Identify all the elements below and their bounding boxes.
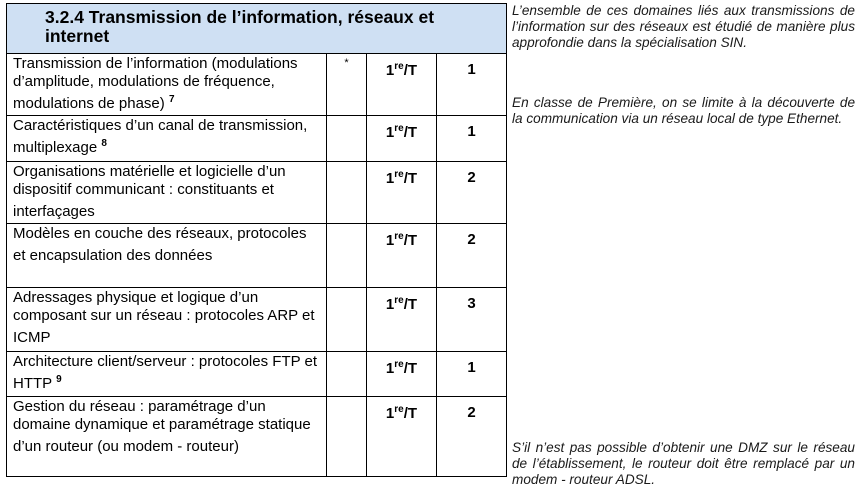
level-number: 1 (385, 360, 395, 377)
topic-cell (7, 54, 327, 116)
table-row (7, 54, 507, 116)
footnote-ref: 8 (101, 138, 107, 149)
level-suffix: /T (403, 170, 418, 187)
topic-cell (7, 397, 327, 477)
star-cell (327, 288, 367, 352)
topic-label: Architecture client/serveur : protocoles FTP et HTTP (13, 353, 318, 392)
value-cell (437, 224, 507, 288)
level-suffix: /T (403, 360, 418, 377)
taxonomy-value: 2 (467, 404, 476, 421)
section-header-cell (7, 4, 507, 54)
taxonomy-value: 2 (467, 169, 476, 186)
level-cell (367, 288, 437, 352)
star-marker (327, 352, 366, 355)
level-suffix: /T (403, 124, 418, 141)
star-cell (327, 352, 367, 397)
taxonomy-value: 2 (467, 231, 476, 248)
side-note-specialisation: L’ensemble de ces domaines liés aux transmissions de l’information sur des réseaux est étudié de manière plus approfondie dans la spécialisation SIN. (512, 3, 855, 50)
topic-cell (7, 116, 327, 162)
level-number: 1 (385, 405, 395, 422)
level-number: 1 (385, 296, 395, 313)
taxonomy-value: 1 (467, 123, 476, 140)
level-sup: re (394, 359, 404, 370)
star-cell (327, 162, 367, 224)
star-marker (327, 162, 366, 165)
level-number: 1 (385, 232, 395, 249)
level-cell (367, 162, 437, 224)
value-cell (437, 116, 507, 162)
topic-cell (7, 288, 327, 352)
topic-label: Organisations matérielle et logicielle d’un dispositif communicant : constituants et interfaçages (13, 163, 286, 220)
taxonomy-value: 1 (467, 61, 476, 78)
star-marker (327, 224, 366, 227)
topic-cell (7, 352, 327, 397)
level-sup: re (394, 231, 404, 242)
level-number: 1 (385, 124, 395, 141)
level-cell (367, 352, 437, 397)
level-suffix: /T (403, 62, 418, 79)
footnote-ref: 7 (168, 94, 175, 105)
table-row (7, 397, 507, 477)
table-row (7, 224, 507, 288)
level-suffix: /T (403, 232, 418, 249)
level-sup: re (394, 169, 404, 180)
level-cell (367, 224, 437, 288)
level-sup: re (394, 61, 404, 72)
table-row (7, 162, 507, 224)
level-sup: re (394, 295, 404, 306)
side-note-premiere: En classe de Première, on se limite à la découverte de la communication via un réseau local de type Ethernet. (512, 95, 855, 126)
star-marker: * (344, 57, 349, 69)
star-marker (327, 288, 366, 291)
table-row (7, 288, 507, 352)
star-marker (327, 116, 366, 119)
taxonomy-value: 1 (467, 359, 476, 376)
side-note-dmz: S’il n’est pas possible d’obtenir une DMZ sur le réseau de l’établissement, le routeur doit être remplacé par un modem - routeur ADSL. (512, 440, 855, 487)
topic-label: Gestion du réseau : paramétrage d’un domaine dynamique et paramétrage statique d’un routeur (ou modem - routeur) (13, 398, 311, 455)
level-suffix: /T (403, 405, 418, 422)
section-title: 3.2.4 Transmission de l’information, réseaux et internet (45, 7, 435, 46)
table-row (7, 352, 507, 397)
level-cell (367, 397, 437, 477)
table-row (7, 116, 507, 162)
level-cell (367, 116, 437, 162)
star-marker (327, 397, 366, 400)
star-cell (327, 54, 367, 116)
topic-cell (7, 224, 327, 288)
star-cell (327, 397, 367, 477)
section-header-row (7, 4, 507, 54)
taxonomy-value: 3 (467, 295, 476, 312)
star-cell (327, 224, 367, 288)
topic-label: Caractéristiques d’un canal de transmission, multiplexage (13, 117, 308, 156)
level-number: 1 (385, 62, 395, 79)
level-sup: re (394, 404, 404, 415)
value-cell (437, 162, 507, 224)
value-cell (437, 397, 507, 477)
value-cell (437, 288, 507, 352)
topic-label: Modèles en couche des réseaux, protocoles et encapsulation des données (13, 225, 307, 264)
level-cell (367, 54, 437, 116)
topic-cell (7, 162, 327, 224)
level-sup: re (394, 123, 404, 134)
star-cell (327, 116, 367, 162)
curriculum-table (6, 3, 507, 477)
level-suffix: /T (403, 296, 418, 313)
topic-label: Adressages physique et logique d’un composant sur un réseau : protocoles ARP et ICMP (13, 289, 315, 346)
topic-label: Transmission de l’information (modulations d’amplitude, modulations de fréquence, modulations de phase) (13, 55, 298, 112)
value-cell (437, 54, 507, 116)
value-cell (437, 352, 507, 397)
level-number: 1 (385, 170, 395, 187)
footnote-ref: 9 (56, 374, 62, 385)
